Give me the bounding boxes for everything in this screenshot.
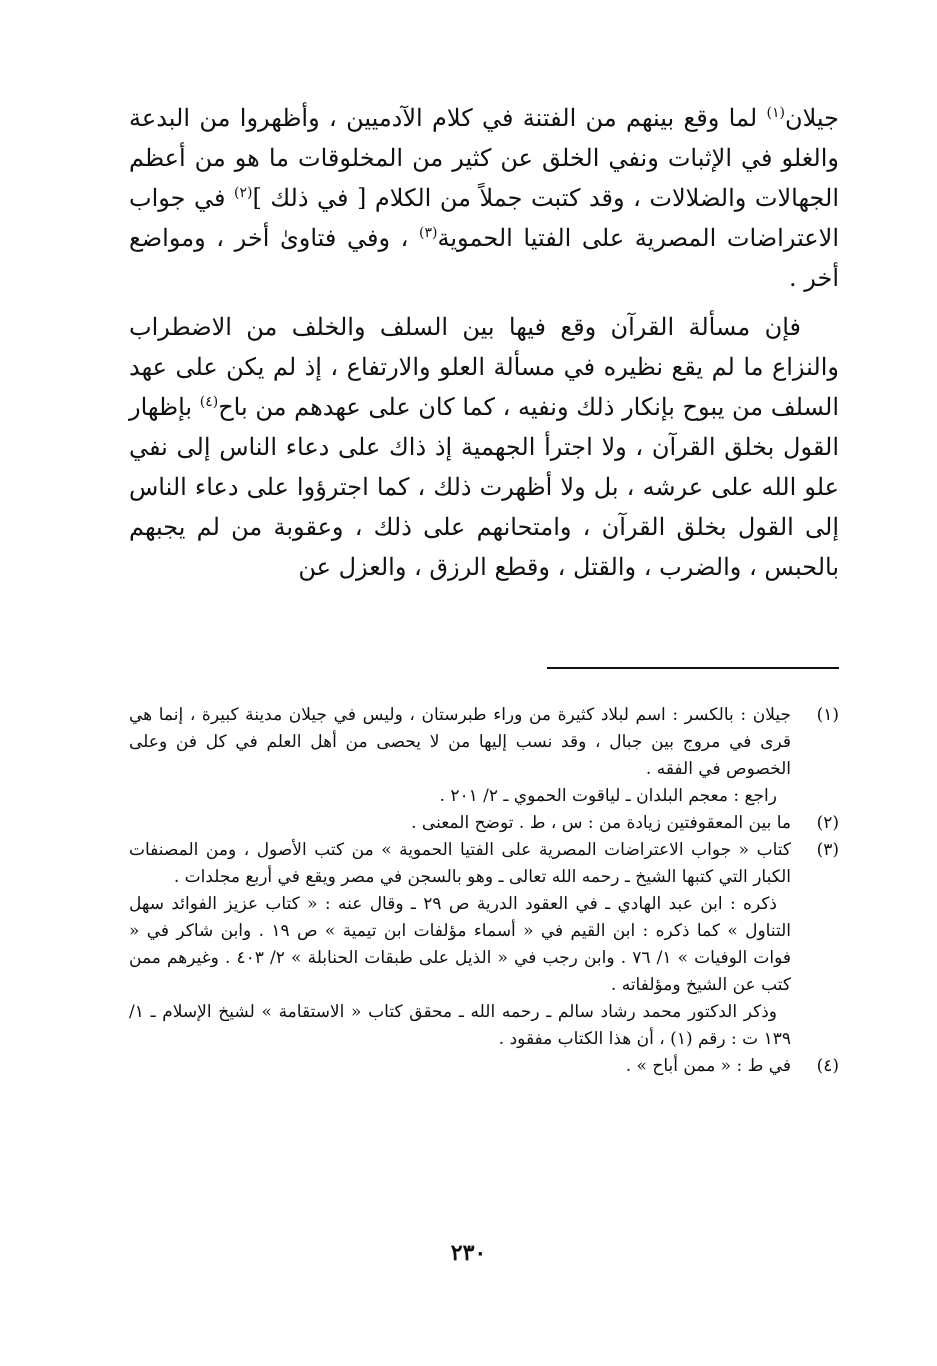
footnote-ref-2: (٢) xyxy=(233,185,253,201)
footnotes xyxy=(129,702,839,1080)
footnote-line: كتاب « جواب الاعتراضات المصرية على الفتيا الحموية » من كتب الأصول ، ومن المصنفات الكبار التي كتبها الشيخ ـ رحمه الله تعالى ـ وهو بالسجن في مصر ويقع في أربع مجلدات . xyxy=(129,840,791,887)
footnote-line: ما بين المعقوفتين زيادة من : س ، ط . توضح المعنى . xyxy=(411,813,791,833)
footnote-body xyxy=(129,810,791,837)
text-segment: ، وفي فتاوىٰ أخر ، ومواضع أخر . xyxy=(129,224,839,292)
footnote-4 xyxy=(129,1053,839,1080)
main-text xyxy=(129,98,839,587)
footnote-2 xyxy=(129,810,839,837)
paragraph-1 xyxy=(129,98,839,298)
text-segment: بإظهار القول بخلق القرآن ، ولا اجترأ الجهمية إذ ذاك على دعاء الناس إلى نفي علو الله على عرشه ، بل ولا أظهرت ذلك ، كما اجترؤوا على دعاء الناس إلى القول بخلق القرآن ، وامتحانهم على ذلك ، وعقوبة من لم يجبهم بالحبس ، والضرب ، والقتل ، وقطع الرزق ، والعزل عن xyxy=(129,393,839,581)
footnote-line: راجع : معجم البلدان ـ لياقوت الحموي ـ ٢/ ٢٠١ . xyxy=(439,786,777,806)
text-segment: فإن مسألة القرآن وقع فيها بين السلف والخلف من الاضطراب والنزاع ما لم يقع نظيره في مسألة العلو والارتفاع ، إذ لم يكن على عهد السلف من يبوح بإنكار ذلك ونفيه ، كما كان على عهدهم من باح xyxy=(129,313,839,421)
page-number: ٢٣٠ xyxy=(450,1240,487,1266)
footnote-number: (٤) xyxy=(816,1056,839,1076)
footnote-number: (١) xyxy=(816,705,839,725)
footnote-ref-1: (١) xyxy=(766,105,785,121)
footnote-body xyxy=(129,837,791,1053)
footnote-ref-3: (٣) xyxy=(419,225,438,241)
footnote-body xyxy=(129,1053,791,1080)
text-segment: في جواب الاعتراضات المصرية على الفتيا الحموية xyxy=(129,184,839,252)
footnote-body xyxy=(129,702,791,810)
footnote-line: جيلان : بالكسر : اسم لبلاد كثيرة من وراء طبرستان ، وليس في جيلان مدينة كبيرة ، إنما هي قرى في مروج بين جبال ، وقد نسب إليها من لا يحصى من أهل العلم في كل فن وعلى الخصوص في الفقه . xyxy=(129,705,791,779)
paragraph-2 xyxy=(129,307,839,587)
footnote-1 xyxy=(129,702,839,810)
footnote-3 xyxy=(129,837,839,1053)
text-segment: جيلان xyxy=(784,104,839,132)
footnote-line: ذكره : ابن عبد الهادي ـ في العقود الدرية ص ٢٩ ـ وقال عنه : « كتاب عزيز الفوائد سهل التناول » كما ذكره : ابن القيم في « أسماء مؤلفات ابن تيمية » ص ١٩ . وابن شاكر في « فوات الوفيات » ١/ ٧٦ . وابن رجب في « الذيل على طبقات الحنابلة » ٢/ ٤٠٣ . وغيرهم ممن كتب عن الشيخ ومؤلفاته . xyxy=(129,894,792,995)
footnote-number: (٢) xyxy=(816,813,839,833)
footnote-number: (٣) xyxy=(816,840,839,860)
footnote-line: وذكر الدكتور محمد رشاد سالم ـ رحمه الله ـ محقق كتاب « الاستقامة » لشيخ الإسلام ـ ١/ ١٣٩ ت : رقم (١) ، أن هذا الكتاب مفقود . xyxy=(129,1002,791,1049)
footnote-separator xyxy=(547,667,839,669)
footnote-ref-4: (٤) xyxy=(199,394,219,410)
footnote-line: في ط : « ممن أباح » . xyxy=(625,1056,791,1076)
text-segment: لما وقع بينهم من الفتنة في كلام الآدميين ، وأظهروا من البدعة والغلو في الإثبات ونفي الخلق عن كثير من المخلوقات ما هو من أعظم الجهالات والضلالات ، وقد كتبت جملاً من الكلام [ في ذلك ] xyxy=(129,104,839,212)
